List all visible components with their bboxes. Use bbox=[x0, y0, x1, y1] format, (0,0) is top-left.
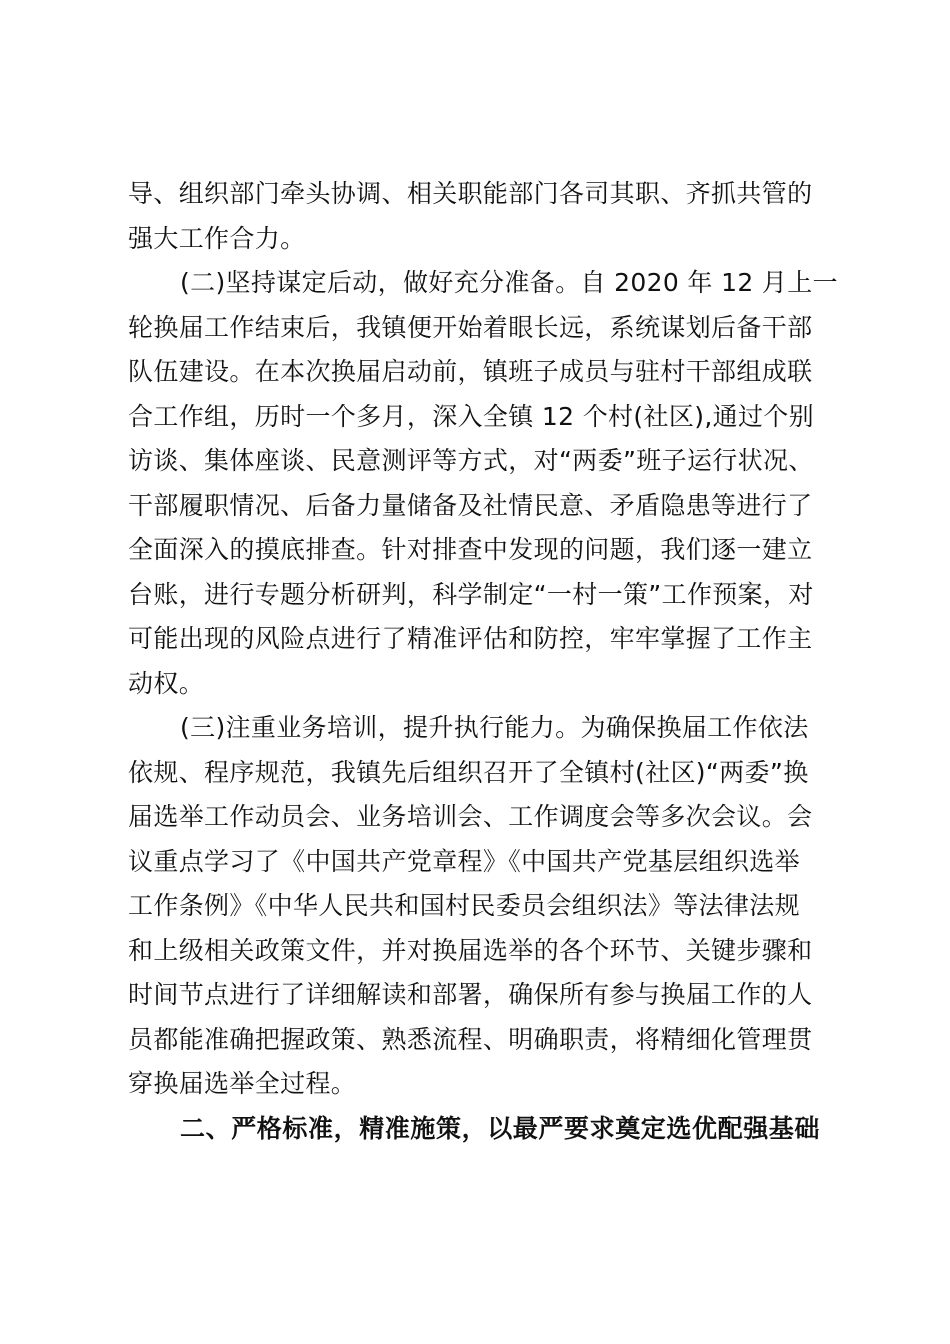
paragraph-3-line-3: 届选举工作动员会、业务培训会、工作调度会等多次会议。会 bbox=[128, 802, 813, 831]
paragraph-2-line-9: 可能出现的风险点进行了精准评估和防控，牢牢掌握了工作主 bbox=[128, 624, 813, 653]
paragraph-3-line-7: 时间节点进行了详细解读和部署，确保所有参与换届工作的人 bbox=[128, 980, 813, 1009]
paragraph-3-line-9: 穿换届选举全过程。 bbox=[128, 1069, 357, 1098]
paragraph-2-line-6: 干部履职情况、后备力量储备及社情民意、矛盾隐患等进行了 bbox=[128, 490, 813, 520]
paragraph-3-line-2: 依规、程序规范，我镇先后组织召开了全镇村(社区)“两委”换 bbox=[128, 757, 809, 787]
paragraph-3-line-1: (三)注重业务培训，提升执行能力。为确保换届工作依法 bbox=[180, 713, 809, 742]
paragraph-3-line-4: 议重点学习了《中国共产党章程》《中国共产党基层组织选举 bbox=[128, 846, 800, 876]
paragraph-2-line-4: 合工作组，历时一个多月，深入全镇 12 个村(社区),通过个别 bbox=[128, 401, 815, 431]
paragraph-2-line-7: 全面深入的摸底排查。针对排查中发现的问题，我们逐一建立 bbox=[128, 535, 813, 564]
paragraph-3-line-5: 工作条例》《中华人民共和国村民委员会组织法》等法律法规 bbox=[128, 891, 800, 920]
paragraph-3-line-6: 和上级相关政策文件，并对换届选举的各个环节、关键步骤和 bbox=[128, 935, 813, 965]
paragraph-2-line-10: 动权。 bbox=[128, 668, 205, 698]
paragraph-2-line-1: (二)坚持谋定后动，做好充分准备。自 2020 年 12 月上一 bbox=[180, 268, 838, 297]
paragraph-1-line-1: 导、组织部门牵头协调、相关职能部门各司其职、齐抓共管的 bbox=[128, 179, 813, 208]
paragraph-2-line-8: 台账，进行专题分析研判，科学制定“一村一策”工作预案，对 bbox=[128, 579, 814, 609]
paragraph-2-line-2: 轮换届工作结束后，我镇便开始着眼长远，系统谋划后备干部 bbox=[128, 312, 813, 342]
paragraph-2-line-5: 访谈、集体座谈、民意测评等方式，对“两委”班子运行状况、 bbox=[128, 446, 814, 475]
paragraph-1-line-2: 强大工作合力。 bbox=[128, 223, 306, 253]
body-text bbox=[128, 172, 838, 1151]
paragraph-2-line-3: 队伍建设。在本次换届启动前，镇班子成员与驻村干部组成联 bbox=[128, 357, 813, 386]
paragraph-3-line-8: 员都能准确把握政策、熟悉流程、明确职责，将精细化管理贯 bbox=[128, 1024, 813, 1054]
section-heading: 二、严格标准，精准施策，以最严要求奠定选优配强基础 bbox=[180, 1113, 821, 1143]
